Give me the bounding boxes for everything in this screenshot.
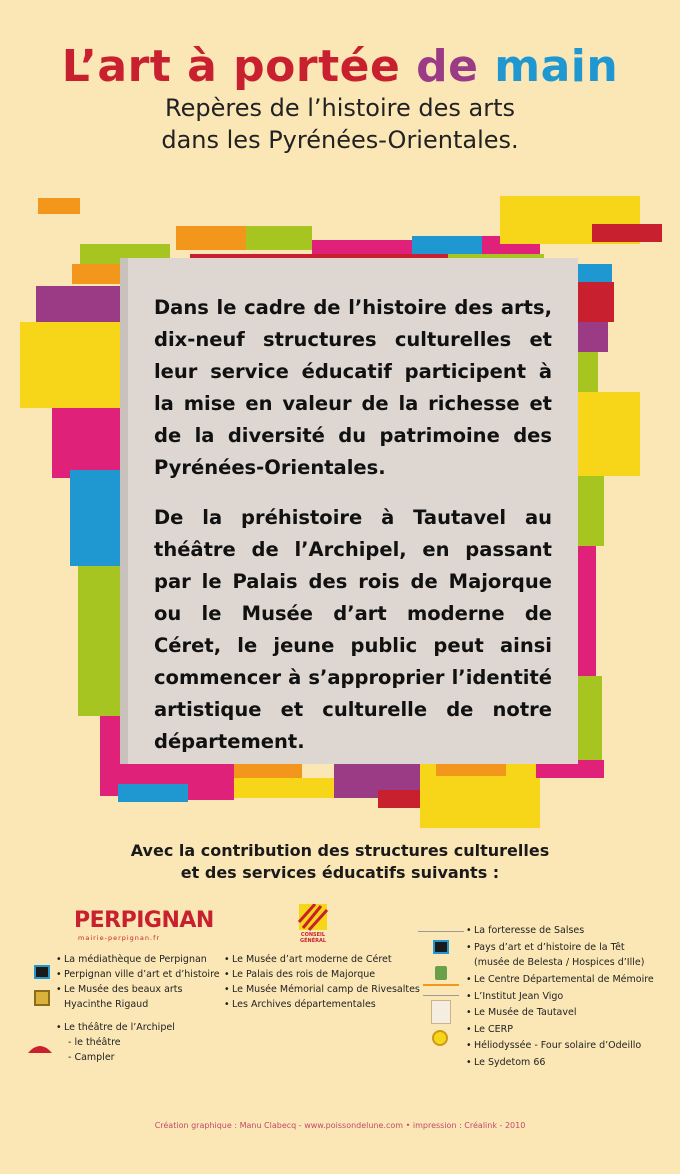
brick xyxy=(578,322,608,352)
brick xyxy=(176,226,246,250)
partner-subitem: - le théâtre xyxy=(68,1037,121,1048)
partner-item: • Le Centre Départemental de Mémoire xyxy=(466,972,654,987)
card-text xyxy=(154,292,552,758)
contribution-heading xyxy=(0,840,680,884)
partner-item: • Le Musée des beaux arts xyxy=(56,982,220,997)
brick xyxy=(578,676,602,764)
intro-paragraph-2: De la préhistoire à Tautavel au théâtre de l’Archipel, en passant par le Palais des rois de Majorque ou le Musée d’art moderne de Céret, le jeune public peut ainsi commencer à s’approprier l’identité artistique et culturelle de notre département. xyxy=(154,506,552,753)
partner-item: • Le théâtre de l’Archipel xyxy=(56,1020,175,1035)
centre-memoire-icon xyxy=(435,966,447,980)
institut-vigo-icon xyxy=(423,984,459,996)
partner-item: • Perpignan ville d’art et d’histoire xyxy=(56,967,220,982)
centre-monuments-icon xyxy=(418,920,464,932)
conseil-general-logo xyxy=(297,904,329,944)
title-part-1: L’art à portée xyxy=(61,41,417,92)
partner-item: • La médiathèque de Perpignan xyxy=(56,952,220,967)
subtitle-line-2: dans les Pyrénées-Orientales. xyxy=(161,126,519,154)
brick xyxy=(100,716,120,796)
brick xyxy=(412,236,482,256)
brick xyxy=(578,282,614,322)
brick xyxy=(578,476,604,546)
perpignan-logo-subtext: mairie-perpignan.fr xyxy=(78,934,161,942)
partner-item: • Le CERP xyxy=(466,1022,654,1037)
pays-art-histoire-icon xyxy=(433,940,449,954)
brick xyxy=(70,470,120,566)
partner-item: • La forteresse de Salses xyxy=(466,923,654,938)
brick xyxy=(20,322,120,408)
brick xyxy=(246,226,312,250)
brick xyxy=(592,224,662,242)
partner-item: • L’Institut Jean Vigo xyxy=(466,989,654,1004)
partners-column-3 xyxy=(466,923,654,1070)
brick xyxy=(72,264,122,284)
partner-item: • Le Sydetom 66 xyxy=(466,1055,654,1070)
contribution-line-1: Avec la contribution des structures culturelles xyxy=(130,841,550,860)
brick xyxy=(52,408,120,478)
contribution-line-2: et des services éducatifs suivants : xyxy=(180,863,500,882)
partner-item: • Pays d’art et d’histoire de la Têt xyxy=(466,940,654,955)
brick xyxy=(78,566,120,716)
ville-art-histoire-icon xyxy=(34,965,50,979)
partner-item-continued: Hyacinthe Rigaud xyxy=(64,999,149,1010)
partner-item-continued: (musée de Belesta / Hospices d’Ille) xyxy=(474,957,645,968)
title-part-3: main xyxy=(494,41,619,92)
intro-paragraph-1: Dans le cadre de l’histoire des arts, dix-neuf structures culturelles et leur service éducatif participent à la mise en valeur de la richesse et de la diversité du patrimoine des Pyrénées-Orientales. xyxy=(154,296,552,479)
partners-column-2 xyxy=(224,952,420,1012)
partners-column-1-archipel xyxy=(56,1020,175,1065)
brick xyxy=(234,778,334,798)
partner-subitem: - Campler xyxy=(68,1052,115,1063)
partner-item: • Le Musée Mémorial camp de Rivesaltes xyxy=(224,982,420,997)
brick xyxy=(38,198,80,214)
title-part-2: de xyxy=(416,41,495,92)
partner-item: • Les Archives départementales xyxy=(224,997,420,1012)
conseil-general-label: CONSEIL GÉNÉRAL xyxy=(299,932,327,944)
page-title xyxy=(0,42,680,92)
partner-item: • Héliodyssée - Four solaire d’Odeillo xyxy=(466,1038,654,1053)
brick xyxy=(234,764,302,778)
subtitle-line-1: Repères de l’histoire des arts xyxy=(164,94,516,122)
brick xyxy=(578,546,596,676)
brick xyxy=(578,392,640,476)
musee-beaux-arts-icon xyxy=(34,990,50,1006)
brick xyxy=(118,784,188,802)
partners-column-1 xyxy=(56,952,220,1012)
musee-tautavel-icon xyxy=(431,1000,451,1024)
brick xyxy=(36,286,122,326)
partner-item: • Le Palais des rois de Majorque xyxy=(224,967,420,982)
credits-footer: Création graphique : Manu Clabecq - www.poissondelune.com • impression : Créalink - 2010 xyxy=(154,1121,526,1130)
archipel-icon xyxy=(28,1038,52,1048)
perpignan-logo: PERPIGNAN xyxy=(74,908,214,933)
heliodyssee-icon xyxy=(432,1030,448,1046)
page-subtitle xyxy=(0,92,680,156)
brick xyxy=(578,352,598,392)
partner-item: • Le Musée d’art moderne de Céret xyxy=(224,952,420,967)
partner-item: • Le Musée de Tautavel xyxy=(466,1005,654,1020)
